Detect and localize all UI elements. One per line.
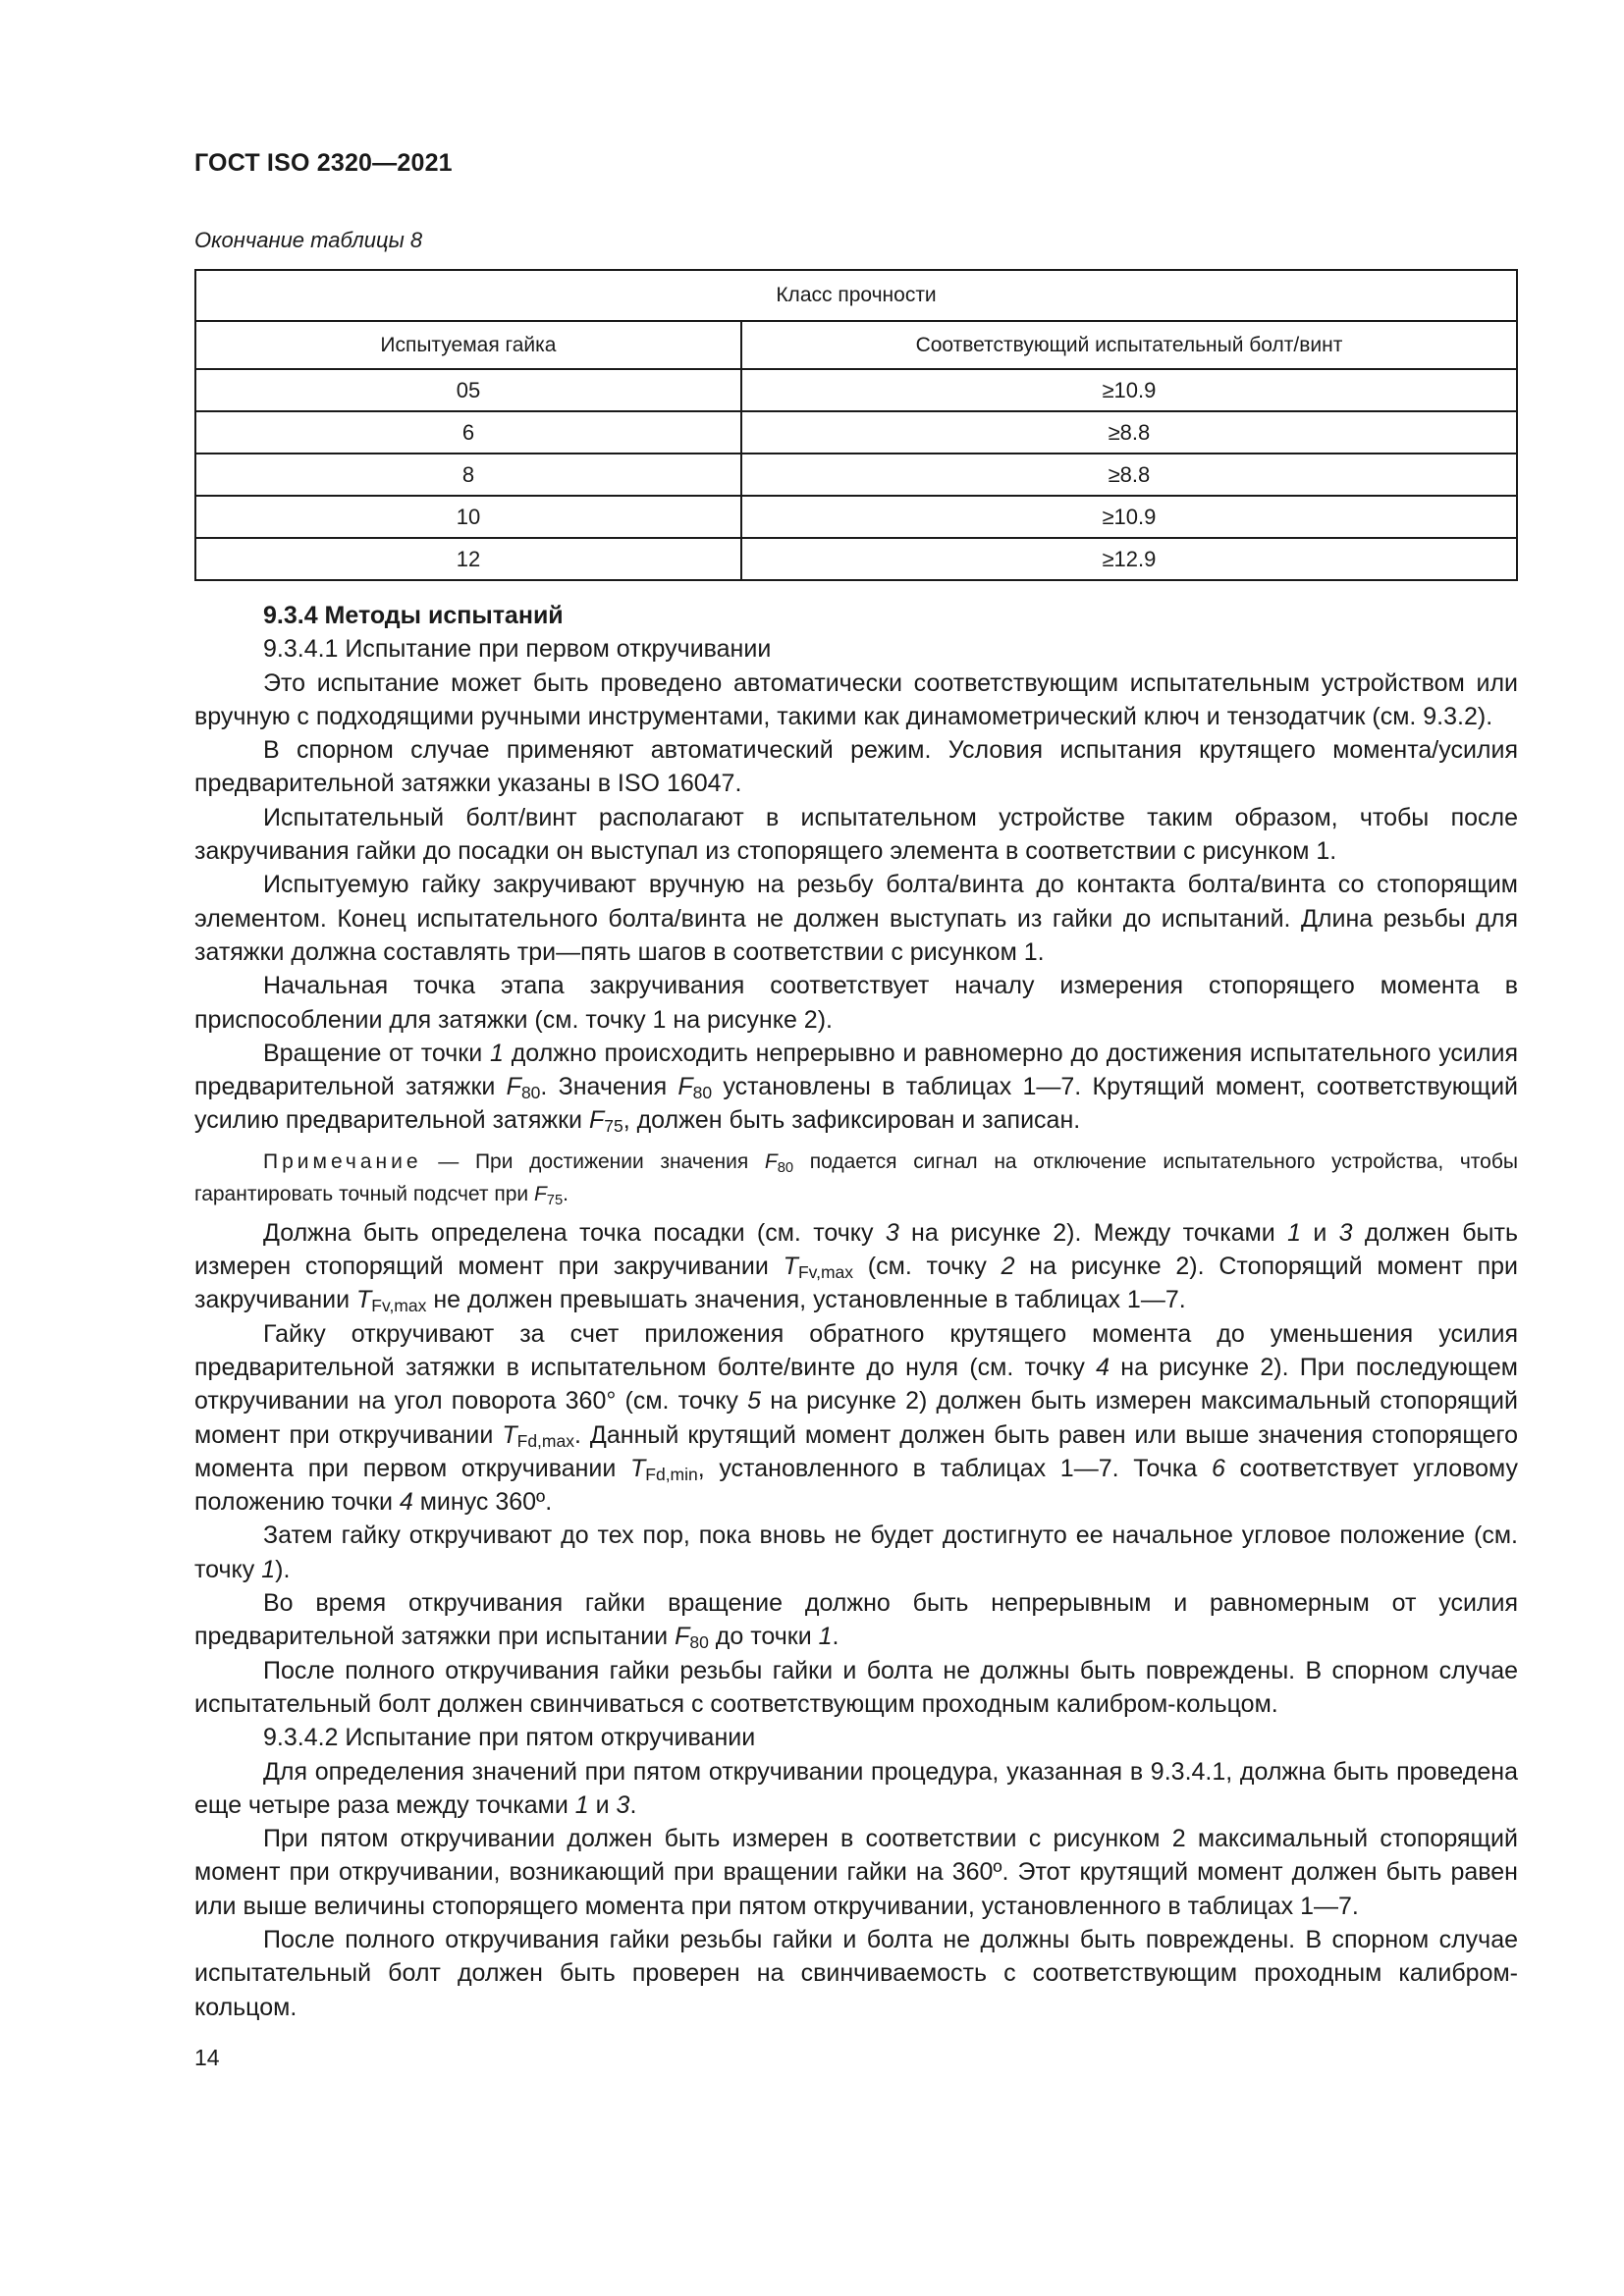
table-title: Класс прочности <box>195 270 1517 321</box>
table-cell: ≥10.9 <box>741 496 1517 538</box>
table-row <box>195 454 1517 496</box>
table-cell: 10 <box>195 496 741 538</box>
paragraph: Должна быть определена точка посадки (см. точку 3 на рисунке 2). Между точками 1 и 3 должен быть измерен стопорящий момент при закручивании $T_{Fv,max}$ (см. точку 2 на рисунке 2). Стопорящий момент при закручивании $T_{Fv,max}$ не должен превышать значения, установленные в таблицах 1—7. <box>194 1218 1518 1316</box>
table-cell: ≥8.8 <box>741 411 1517 454</box>
paragraph: Затем гайку откручивают до тех пор, пока вновь не будет достигнуто ее начальное угловое положение (см. точку 1). <box>194 1522 1518 1583</box>
table-row <box>195 411 1517 454</box>
note-label: Примечание <box>263 1149 422 1173</box>
paragraph: Во время откручивания гайки вращение должно быть непрерывным и равномерным от усилия предварительной затяжки при испытании $F_{80}$ до точки 1. <box>194 1589 1518 1653</box>
table-row <box>195 496 1517 538</box>
paragraph: Это испытание может быть проведено автоматически соответствующим испытательным устройством или вручную с подходящими ручными инструментами, такими как динамометрический ключ и тензодатчик (см. 9.3.2). <box>194 668 1518 730</box>
table-cell: ≥10.9 <box>741 369 1517 411</box>
table-row <box>195 538 1517 580</box>
strength-class-table <box>194 269 1518 581</box>
paragraph: Вращение от точки 1 должно происходить непрерывно и равномерно до достижения испытательного усилия предварительной затяжки $F_{80}$. Значения $F_{80}$ установлены в таблицах 1—7. Крутящий момент, соответствующий усилию предварительной затяжки $F_{75}$, должен быть зафиксирован и записан. <box>194 1039 1519 1137</box>
paragraph: Гайку откручивают за счет приложения обратного крутящего момента до уменьшения усилия предварительной затяжки в испытательном болте/винте до нуля (см. точку 4 на рисунке 2). При последующем откручивании на угол поворота 360° (см. точку 5 на рисунке 2) должен быть измерен максимальный стопорящий момент при откручивании $T_{Fd,max}$. Данный крутящий момент должен быть равен или выше значения стопорящего момента при первом откручивании $T_{Fd,min}$, установленного в таблицах 1—7. Точка 6 соответствует угловому положению точки 4 минус 360º. <box>194 1319 1519 1517</box>
table-cell: ≥12.9 <box>741 538 1517 580</box>
paragraph: Начальная точка этапа закручивания соответствует началу измерения стопорящего момента в приспособлении для затяжки (см. точку 1 на рисунке 2). <box>194 972 1518 1034</box>
paragraph: После полного откручивания гайки резьбы гайки и болта не должны быть повреждены. В спорном случае испытательный болт должен свинчиваться с соответствующим проходным калибром-кольцом. <box>194 1656 1518 1718</box>
document-header: ГОСТ ISO 2320—2021 <box>194 149 453 177</box>
column-header-bolt: Соответствующий испытательный болт/винт <box>741 321 1517 369</box>
table-cell: 05 <box>195 369 741 411</box>
paragraph: Испытательный болт/винт располагают в испытательном устройстве таким образом, чтобы после закручивания гайки до посадки он выступал из стопорящего элемента в соответствии с рисунком 1. <box>194 803 1518 866</box>
section-heading: 9.3.4 Методы испытаний <box>263 602 564 629</box>
table-header-row <box>195 270 1517 321</box>
subsection-heading: 9.3.4.2 Испытание при пятом откручивании <box>263 1724 756 1752</box>
table-cell: 12 <box>195 538 741 580</box>
table-cell: 8 <box>195 454 741 496</box>
table-cell: ≥8.8 <box>741 454 1517 496</box>
table-cell: 6 <box>195 411 741 454</box>
paragraph: После полного откручивания гайки резьбы гайки и болта не должны быть повреждены. В спорном случае испытательный болт должен быть проверен на свинчиваемость с соответствующим проходным калибром-кольцом. <box>194 1925 1518 2021</box>
column-header-nut: Испытуемая гайка <box>195 321 741 369</box>
subsection-heading: 9.3.4.1 Испытание при первом откручивании <box>263 635 772 664</box>
table-column-row <box>195 321 1517 369</box>
paragraph: При пятом откручивании должен быть измерен в соответствии с рисунком 2 максимальный стопорящий момент при откручивании, возникающий при вращении гайки на 360º. Этот крутящий момент должен быть равен или выше величины стопорящего момента при пятом откручивании, установленного в таблицах 1—7. <box>194 1825 1518 1920</box>
paragraph: Для определения значений при пятом откручивании процедура, указанная в 9.3.4.1, должна быть проведена еще четыре раза между точками 1 и 3. <box>194 1757 1518 1819</box>
note: Примечание — При достижении значения $F_{80}$ подается сигнал на отключение испытательного устройства, чтобы гарантировать точный подсчет при $F_{75}$. <box>194 1149 1518 1208</box>
paragraph: В спорном случае применяют автоматический режим. Условия испытания крутящего момента/усилия предварительной затяжки указаны в ISO 16047. <box>194 736 1518 798</box>
paragraph: Испытуемую гайку закручивают вручную на резьбу болта/винта до контакта болта/винта со стопорящим элементом. Конец испытательного болта/винта не должен выступать из гайки до испытаний. Длина резьбы для затяжки должна составлять три—пять шагов в соответствии с рисунком 1. <box>194 871 1518 966</box>
table-caption: Окончание таблицы 8 <box>194 228 423 252</box>
page-number: 14 <box>194 2045 220 2070</box>
body-text <box>194 599 1518 2024</box>
table-row <box>195 369 1517 411</box>
